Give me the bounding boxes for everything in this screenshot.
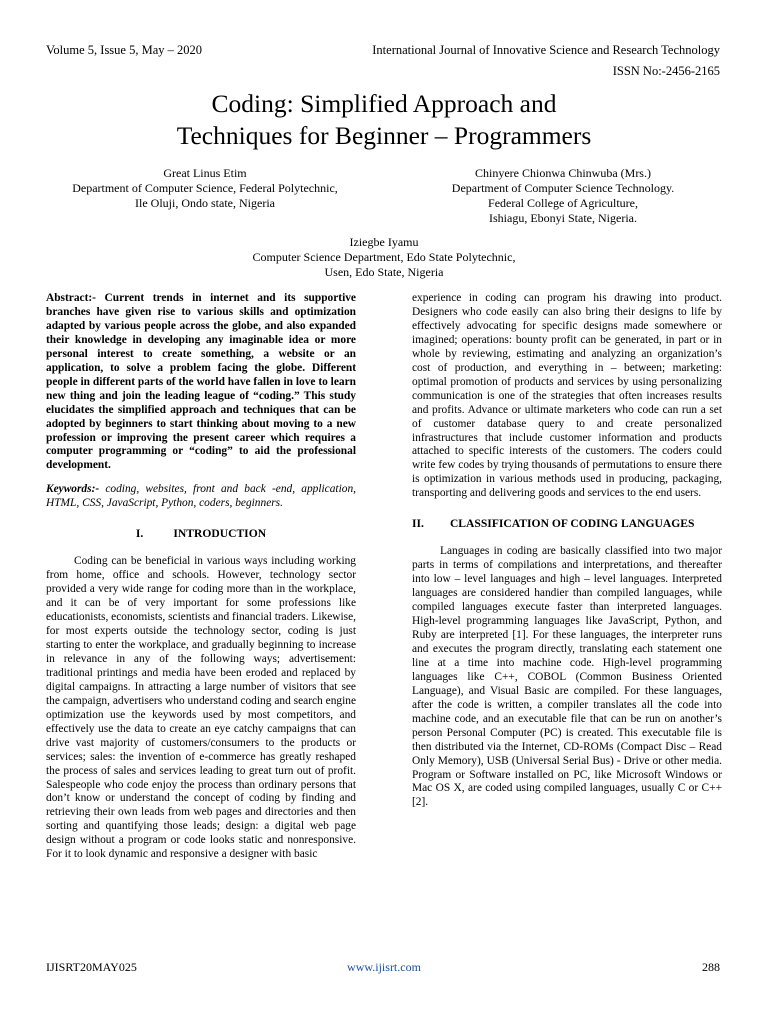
introduction-continuation: experience in coding can program his drawing into product. Designers who code easily can also bring their designs to life by effectively advocating for specific designs made somewhere or imagined; operations: bounty profit can be generated, in part or in whole by reviewing, estimating and analyzing an organization’s cost of production, and everything in – between; marketing: optimal promotion of products and services by using personalizing communication is one of the strategies that often increases results and profits. Advance or ultimate marketers who code can run a set of customer database query to and create personalized infrastructures that include customer information and products attached to specific interests of the customers. The coders could write few codes by trying thousands of permutations to ensure there is optimization in various methods used in producing, packaging, transporting and delivering goods and services to the end users. [412, 292, 722, 500]
keywords-label: Keywords:- [46, 483, 100, 496]
footer-journal-link[interactable]: www.ijisrt.com [347, 960, 421, 974]
title-line-1: Coding: Simplified Approach and [211, 89, 557, 118]
paper-title [0, 88, 768, 152]
keywords-list: coding, websites, front and back -end, application, HTML, CSS, JavaScript, Python, coders, beginners. [46, 483, 356, 510]
section-title: CLASSIFICATION OF CODING LANGUAGES [449, 517, 695, 531]
author-affiliation: Usen, Edo State, Nigeria [324, 265, 444, 279]
section-title: INTRODUCTION [173, 527, 267, 541]
title-line-2: Techniques for Beginner – Programmers [176, 121, 592, 150]
keywords [46, 483, 356, 511]
section-heading-classification [412, 517, 722, 531]
issn: ISSN No:-2456-2165 [612, 64, 720, 78]
running-header-volume: Volume 5, Issue 5, May – 2020 [46, 43, 203, 57]
left-column [46, 292, 356, 862]
author-name: Great Linus Etim [163, 166, 247, 180]
author-affiliation: Ishiagu, Ebonyi State, Nigeria. [489, 211, 637, 225]
classification-paragraph: Languages in coding are basically classified into two major parts in terms of compilations and interpretations, and thereafter into low – level languages and high – level languages. Interpreted languages are considered handier than compiled languages, while compiled languages execute faster than interpreted languages. High-level programming languages like JavaScript, Python, and Ruby are interpreted [1]. For these languages, the interpreter runs and executes the program directly, translating each statement one line at a time into machine code. High-level programming languages like C++, COBOL (Common Business Oriented Language), and Visual Basic are compiled. For these languages, after the code is written, a compiler translates all the code into machine code, and an executable file that can be run on another’s person Personal Computer (PC) is created. This executable file is then distributed via the Internet, CD-ROMs (Compact Disc – Read Only Memory), USB (Universal Serial Bus) - Drive or other media. Program or Software installed on PC, like Microsoft Windows or Mac OS X, are coded using compiled languages, usually C or C++ [2]. [412, 545, 722, 809]
author-affiliation: Federal College of Agriculture, [488, 196, 638, 210]
section-number: I. [135, 527, 144, 541]
author-name: Iziegbe Iyamu [349, 235, 419, 249]
running-header-journal: International Journal of Innovative Science and Research Technology [372, 43, 720, 57]
abstract: Abstract:- Current trends in internet and its supportive branches have given rise to various skills and optimization adapted by various people across the globe, and also expanded their knowledge in developing any imaginable idea or more personal interest to create something, a website or an application, to solve a problem facing the globe. Different people in different parts of the world have fallen in love to learn new thing and join the leading league of “coding.” This study elucidates the simplified approach and techniques that can be adopted by beginners to start thinking about moving to a new profession or improving the present career which requires a computer programming or “coding” to aid the professional development. [46, 292, 356, 472]
section-heading-introduction [46, 527, 356, 541]
right-column [412, 292, 722, 810]
author-affiliation: Department of Computer Science Technology. [451, 181, 675, 195]
author-name: Chinyere Chionwa Chinwuba (Mrs.) [475, 166, 651, 180]
author-affiliation: Computer Science Department, Edo State Polytechnic, [252, 250, 516, 264]
author-block-3 [184, 235, 584, 280]
author-block-2 [398, 166, 728, 226]
section-number: II. [412, 517, 424, 531]
author-affiliation: Department of Computer Science, Federal Polytechnic, [72, 181, 338, 195]
footer-article-id: IJISRT20MAY025 [46, 960, 137, 974]
introduction-paragraph: Coding can be beneficial in various ways including working from home, office and schools. However, technology sector provided a very wide range for coding more than in the workplace, and it can be of very important for some professions like educationists, economists, scientists and financial traders. Likewise, for most experts outside the technology sector, coding is just starting to enter the workplace, and gradually beginning to increase in relevance in any of the following ways; advertisement: traditional printings and media have been eroded and replaced by digital campaigns. In attracting a large number of visitors that see the campaign, advertisers who understand coding and search engine optimization use the keywords used by most competitors, and effectively use the data to create an eye catchy campaigns that can drive vast majority of customers/consumers to the products or services; sales: the invention of e-commerce has greatly reshaped the process of sales and services leading to great turn out of profit. Salespeople who code enjoy the process than ordinary persons that don’t know or understand the concept of coding by finding and retrieving their own leads from web pages and directories and then sorting and quantifying those leads; design: a digital web page design without a program or code looks static and nonresponsive. For it to look dynamic and responsive a designer with basic [46, 555, 356, 861]
author-affiliation: Ile Oluji, Ondo state, Nigeria [135, 196, 275, 210]
author-block-1 [40, 166, 370, 211]
footer-page-number: 288 [702, 960, 720, 974]
